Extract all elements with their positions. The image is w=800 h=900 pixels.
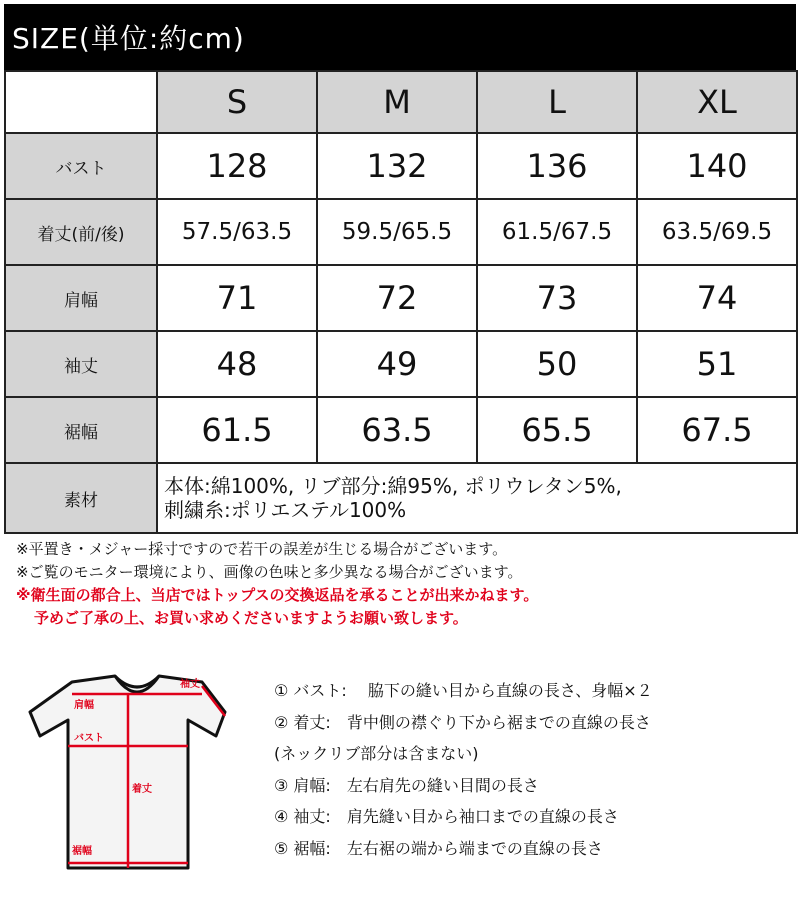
warning-line: ※衛生面の都合上、当店ではトップスの交換返品を承ることが出来かねます。 — [16, 586, 539, 604]
legend-item: ④ 袖丈: 肩先縫い目から袖口までの直線の長さ — [274, 807, 619, 826]
measurement-legend — [274, 675, 794, 864]
cell-value: 48 — [157, 331, 317, 397]
row-label: 素材 — [5, 463, 157, 533]
cell-value: 51 — [637, 331, 797, 397]
cell-value: 57.5/63.5 — [157, 199, 317, 265]
size-header-xl: XL — [637, 71, 797, 133]
row-label: バスト — [5, 133, 157, 199]
cell-value: 63.5/69.5 — [637, 199, 797, 265]
cell-value: 61.5 — [157, 397, 317, 463]
table-row-bust — [5, 133, 797, 199]
cell-value: 50 — [477, 331, 637, 397]
size-table — [4, 70, 798, 534]
table-row-sleeve — [5, 331, 797, 397]
legend-item: ② 着丈: 背中側の襟ぐり下から裾までの直線の長さ — [274, 712, 651, 732]
cell-value: 49 — [317, 331, 477, 397]
diagram-label-sleeve: 袖丈 — [180, 679, 200, 690]
corner-cell — [5, 71, 157, 133]
diagram-label-hem: 裾幅 — [72, 846, 92, 857]
row-label: 袖丈 — [5, 331, 157, 397]
cell-value: 73 — [477, 265, 637, 331]
cell-value: 140 — [637, 133, 797, 199]
legend-item: ⑤ 裾幅: 左右裾の端から端までの直線の長さ — [274, 838, 603, 858]
legend-item: ① バスト: 脇下の縫い目から直線の長さ、身幅×２ — [274, 681, 653, 700]
diagram-label-shoulder: 肩幅 — [74, 700, 94, 711]
cell-value: 74 — [637, 265, 797, 331]
table-row-length — [5, 199, 797, 265]
note-line: ※ご覧のモニター環境により、画像の色味と多少異なる場合がございます。 — [16, 563, 523, 581]
cell-value: 61.5/67.5 — [477, 199, 637, 265]
note-line: ※平置き・メジャー採寸ですので若干の誤差が生じる場合がございます。 — [16, 540, 508, 558]
size-title-bar — [4, 4, 796, 70]
cell-value: 67.5 — [637, 397, 797, 463]
cell-value: 128 — [157, 133, 317, 199]
legend-item: (ネックリブ部分は含まない) — [274, 744, 479, 763]
diagram-label-length: 着丈 — [132, 784, 152, 795]
cell-value: 65.5 — [477, 397, 637, 463]
size-header-s: S — [157, 71, 317, 133]
table-row-material — [5, 463, 797, 533]
table-row-shoulder — [5, 265, 797, 331]
measurement-diagram — [20, 668, 250, 883]
material-text — [157, 463, 797, 533]
legend-item: ③ 肩幅: 左右肩先の縫い目間の長さ — [274, 775, 539, 795]
row-label: 裾幅 — [5, 397, 157, 463]
cell-value: 71 — [157, 265, 317, 331]
cell-value: 63.5 — [317, 397, 477, 463]
material-line: 刺繍糸:ポリエステル100% — [164, 498, 407, 522]
size-header-row — [5, 71, 797, 133]
size-header-l: L — [477, 71, 637, 133]
cell-value: 136 — [477, 133, 637, 199]
notes-section — [16, 538, 786, 630]
size-title: SIZE(単位:約cm) — [12, 22, 245, 55]
size-header-m: M — [317, 71, 477, 133]
diagram-label-bust: バスト — [74, 733, 104, 744]
row-label: 着丈(前/後) — [5, 199, 157, 265]
cell-value: 59.5/65.5 — [317, 199, 477, 265]
warning-line: 予めご了承の上、お買い求めくださいますようお願い致します。 — [34, 609, 468, 627]
material-line: 本体:綿100%, リブ部分:綿95%, ポリウレタン5%, — [164, 474, 622, 498]
cell-value: 72 — [317, 265, 477, 331]
row-label: 肩幅 — [5, 265, 157, 331]
cell-value: 132 — [317, 133, 477, 199]
table-row-hem — [5, 397, 797, 463]
